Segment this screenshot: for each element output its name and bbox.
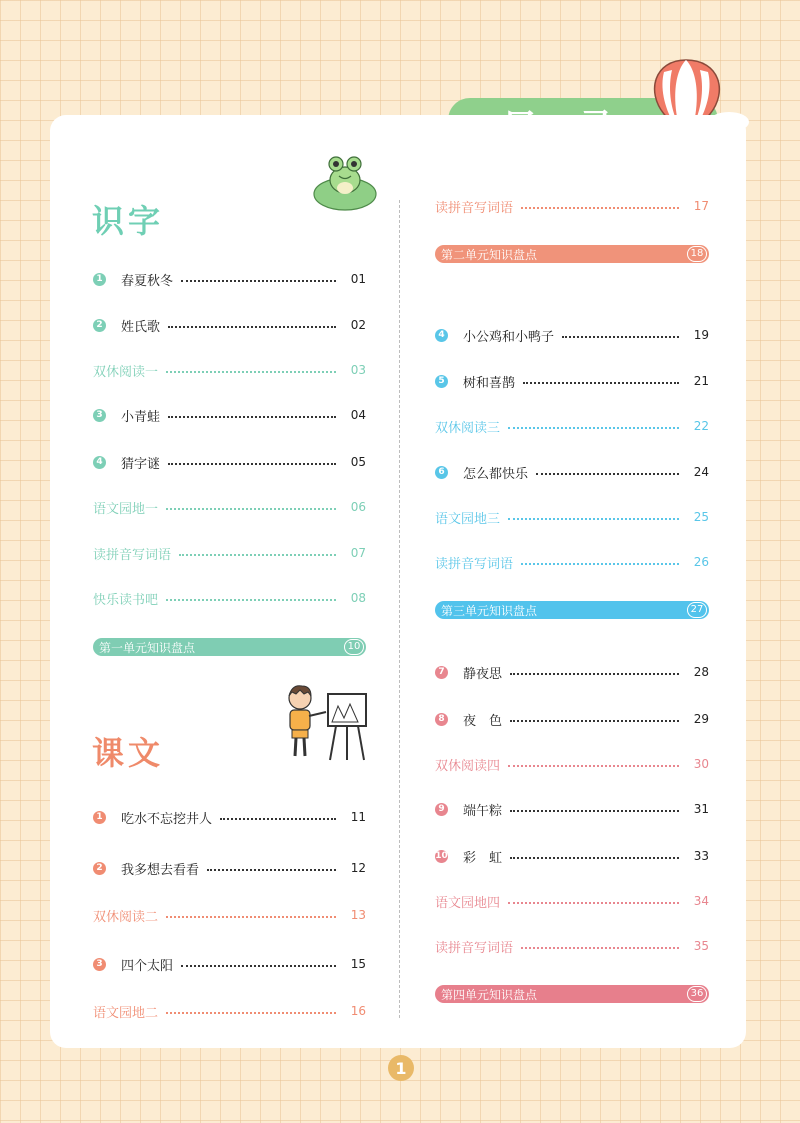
toc-entry-title: 静夜思 — [463, 666, 503, 682]
leader-dots — [508, 902, 679, 904]
leader-dots — [207, 869, 336, 871]
toc-page-number: 29 — [693, 712, 709, 726]
toc-extra-row[interactable] — [93, 542, 366, 564]
toc-entry-title: 春夏秋冬 — [121, 273, 174, 289]
lesson-number-badge: 9 — [435, 803, 448, 816]
toc-extra-row[interactable] — [435, 935, 709, 957]
summary-label: 第三单元知识盘点 — [441, 603, 538, 618]
toc-page-number: 28 — [693, 665, 709, 679]
toc-entry-title: 读拼音写词语 — [93, 547, 172, 563]
toc-lesson-row[interactable] — [435, 661, 709, 683]
toc-extra-row[interactable] — [435, 506, 709, 528]
toc-page-number: 12 — [350, 861, 366, 875]
toc-lesson-row[interactable] — [435, 798, 709, 820]
toc-page-number: 04 — [350, 408, 366, 422]
leader-dots — [166, 599, 336, 601]
leader-dots — [166, 1012, 336, 1014]
leader-dots — [181, 280, 336, 282]
toc-extra-row[interactable] — [93, 496, 366, 518]
leader-dots — [510, 857, 679, 859]
toc-entry-title: 读拼音写词语 — [435, 200, 514, 216]
toc-page-number: 11 — [350, 810, 366, 824]
toc-entry-title: 小公鸡和小鸭子 — [463, 329, 555, 345]
toc-page-number: 24 — [693, 465, 709, 479]
toc-lesson-row[interactable] — [93, 268, 366, 290]
toc-page-number: 06 — [350, 500, 366, 514]
toc-entry-title: 姓氏歌 — [121, 319, 161, 335]
toc-page-number: 07 — [350, 546, 366, 560]
summary-label: 第二单元知识盘点 — [441, 247, 538, 262]
leader-dots — [166, 371, 336, 373]
toc-lesson-row[interactable] — [93, 314, 366, 336]
leader-dots — [168, 416, 336, 418]
section-title-shizi: 识字 — [92, 202, 165, 240]
column-divider — [399, 200, 400, 1018]
toc-entry-title: 读拼音写词语 — [435, 940, 514, 956]
toc-entry-title: 四个太阳 — [121, 958, 174, 974]
lesson-number-badge: 6 — [435, 466, 448, 479]
toc-extra-row[interactable] — [93, 359, 366, 381]
toc-extra-row[interactable] — [435, 753, 709, 775]
unit-summary-bar[interactable] — [435, 985, 709, 1003]
toc-lesson-row[interactable] — [93, 857, 366, 879]
toc-page-number: 02 — [350, 318, 366, 332]
toc-lesson-row[interactable] — [435, 461, 709, 483]
toc-extra-row[interactable] — [435, 551, 709, 573]
toc-lesson-row[interactable] — [435, 845, 709, 867]
lesson-number-badge: 2 — [93, 862, 106, 875]
toc-entry-title: 怎么都快乐 — [463, 466, 529, 482]
toc-extra-row[interactable] — [93, 904, 366, 926]
toc-page-number: 05 — [350, 455, 366, 469]
lesson-number-badge: 1 — [93, 811, 106, 824]
unit-summary-bar[interactable] — [435, 245, 709, 263]
lesson-number-badge: 1 — [93, 273, 106, 286]
toc-page-number: 08 — [350, 591, 366, 605]
toc-entry-title: 夜 色 — [463, 713, 503, 729]
toc-entry-title: 语文园地四 — [435, 895, 501, 911]
summary-page-number: 36 — [687, 986, 707, 1002]
toc-entry-title: 读拼音写词语 — [435, 556, 514, 572]
toc-lesson-row[interactable] — [93, 404, 366, 426]
toc-extra-row[interactable] — [435, 195, 709, 217]
toc-entry-title: 双休阅读一 — [93, 364, 159, 380]
leader-dots — [508, 518, 679, 520]
leader-dots — [521, 947, 679, 949]
toc-page-number: 15 — [350, 957, 366, 971]
toc-page-number: 21 — [693, 374, 709, 388]
leader-dots — [510, 810, 679, 812]
toc-page-number: 13 — [350, 908, 366, 922]
toc-page-number: 35 — [693, 939, 709, 953]
toc-page-number: 01 — [350, 272, 366, 286]
leader-dots — [166, 916, 336, 918]
lesson-number-badge: 3 — [93, 958, 106, 971]
toc-entry-title: 语文园地二 — [93, 1005, 159, 1021]
lesson-number-badge: 3 — [93, 409, 106, 422]
leader-dots — [562, 336, 679, 338]
leader-dots — [168, 326, 336, 328]
boy-painting-icon — [278, 682, 378, 762]
leader-dots — [168, 463, 336, 465]
toc-entry-title: 树和喜鹊 — [463, 375, 516, 391]
leader-dots — [220, 818, 336, 820]
toc-entry-title: 彩 虹 — [463, 850, 503, 866]
unit-summary-bar[interactable] — [435, 601, 709, 619]
toc-page-number: 26 — [693, 555, 709, 569]
toc-page-number: 16 — [350, 1004, 366, 1018]
toc-entry-title: 语文园地三 — [435, 511, 501, 527]
toc-entry-title: 端午粽 — [463, 803, 503, 819]
toc-lesson-row[interactable] — [435, 370, 709, 392]
toc-lesson-row[interactable] — [93, 806, 366, 828]
toc-entry-title: 快乐读书吧 — [93, 592, 159, 608]
toc-entry-title: 猜字谜 — [121, 456, 161, 472]
lesson-number-badge: 10 — [435, 851, 448, 861]
summary-label: 第一单元知识盘点 — [99, 640, 196, 655]
lesson-number-badge: 4 — [435, 329, 448, 342]
lesson-number-badge: 7 — [435, 666, 448, 679]
toc-entry-title: 双休阅读四 — [435, 758, 501, 774]
leader-dots — [523, 382, 679, 384]
leader-dots — [521, 207, 679, 209]
summary-page-number: 18 — [687, 246, 707, 262]
toc-entry-title: 双休阅读三 — [435, 420, 501, 436]
toc-page-number: 30 — [693, 757, 709, 771]
leader-dots — [181, 965, 336, 967]
toc-entry-title: 吃水不忘挖井人 — [121, 811, 213, 827]
toc-page-number: 34 — [693, 894, 709, 908]
frog-icon — [312, 150, 378, 214]
toc-lesson-row[interactable] — [435, 708, 709, 730]
unit-summary-bar[interactable] — [93, 638, 366, 656]
leader-dots — [521, 563, 679, 565]
toc-entry-title: 语文园地一 — [93, 501, 159, 517]
toc-page-number: 25 — [693, 510, 709, 524]
leader-dots — [166, 508, 336, 510]
toc-extra-row[interactable] — [435, 415, 709, 437]
section-title-kewen: 课文 — [92, 734, 165, 772]
lesson-number-badge: 4 — [93, 456, 106, 469]
toc-page-number: 31 — [693, 802, 709, 816]
toc-extra-row[interactable] — [435, 890, 709, 912]
summary-page-number: 27 — [687, 602, 707, 618]
leader-dots — [510, 720, 679, 722]
toc-entry-title: 双休阅读二 — [93, 909, 159, 925]
toc-page-number: 22 — [693, 419, 709, 433]
toc-entry-title: 小青蛙 — [121, 409, 161, 425]
toc-page-number: 17 — [693, 199, 709, 213]
toc-entry-title: 我多想去看看 — [121, 862, 200, 878]
leader-dots — [508, 765, 679, 767]
toc-lesson-row[interactable] — [435, 324, 709, 346]
page-number-badge: 1 — [388, 1055, 414, 1081]
lesson-number-badge: 5 — [435, 375, 448, 388]
summary-page-number: 10 — [344, 639, 364, 655]
toc-extra-row[interactable] — [93, 587, 366, 609]
lesson-number-badge: 2 — [93, 319, 106, 332]
toc-page-number: 33 — [693, 849, 709, 863]
leader-dots — [510, 673, 679, 675]
lesson-number-badge: 8 — [435, 713, 448, 726]
leader-dots — [179, 554, 336, 556]
toc-page-number: 03 — [350, 363, 366, 377]
toc-lesson-row[interactable] — [93, 451, 366, 473]
toc-extra-row[interactable] — [93, 1000, 366, 1022]
toc-page-number: 19 — [693, 328, 709, 342]
leader-dots — [508, 427, 679, 429]
toc-lesson-row[interactable] — [93, 953, 366, 975]
summary-label: 第四单元知识盘点 — [441, 987, 538, 1002]
leader-dots — [536, 473, 679, 475]
